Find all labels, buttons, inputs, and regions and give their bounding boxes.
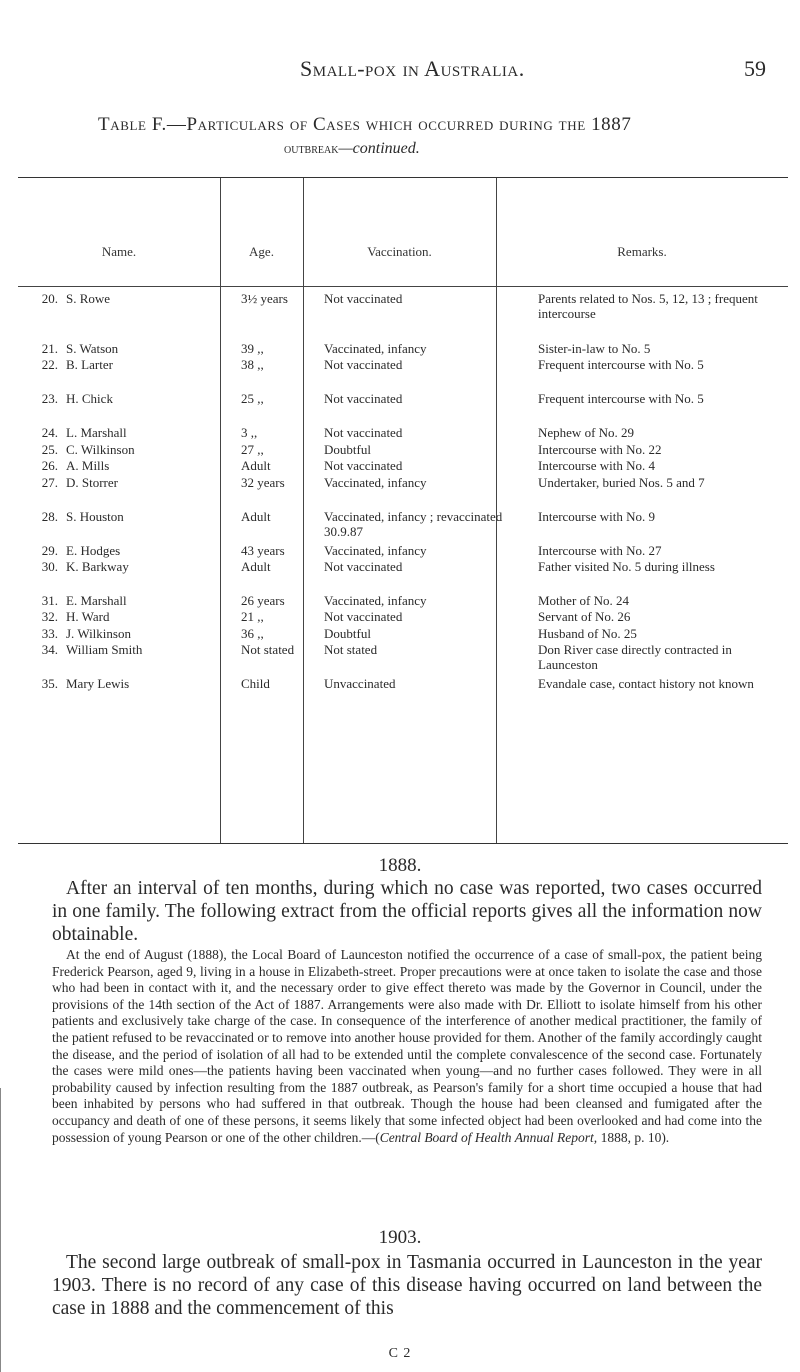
case-number: 33. <box>41 626 58 641</box>
name-cell <box>18 391 233 406</box>
case-number: 21. <box>41 341 58 356</box>
running-head <box>0 54 800 84</box>
name-cell <box>18 559 233 574</box>
age-cell: Child <box>241 676 270 691</box>
patient-name: D. Storrer <box>66 475 118 490</box>
intro-text: After an interval of ten months, during which no case was reported, two cases occurred in one family. The following extract from the official reports gives all the information now obtainable. <box>52 878 762 945</box>
remarks-cell: Intercourse with No. 22 <box>538 442 662 457</box>
vaccination-cell: Not vaccinated <box>324 357 403 372</box>
case-number: 26. <box>41 458 58 473</box>
extract-text: At the end of August (1888), the Local Board of Launceston notified the occurrence of a case of small-pox, the patient being Frederick Pearson, aged 9, living in a house in Elizabeth-street. Proper precautions were at once taken to isolate the case and those who had been in contact with it, and the necessary order to give effect thereto was made by the Governor in Council, under the provisions of the 14th section of the Act of 1887. Arrangements were also made with Dr. Elliott to isolate himself from his other patients and exclusively take charge of the case. In consequence of the interference of another medical practitioner, the family of the patient refused to be revaccinated or to remove into another house provided for them. Another of the family accordingly caught the disease, and the period of isolation of all had to be extended until the complete convalescence of the second case. Fortunately the cases were mild ones—the patients having been vaccinated when young—and no further cases followed. They were in all probability caused by infection resulting from the 1887 outbreak, as Pearson's family for a short time occupied a house that had been inhabited by persons who had suffered in that outbreak. Though the house had been cleansed and fumigated after the occupancy and death of one of these persons, it seems likely that some infected object had been overlooked and had come into the possession of young Pearson or one of the other children.—( <box>52 947 762 1145</box>
case-number: 28. <box>41 509 58 524</box>
age-cell: 32 years <box>241 475 285 490</box>
age-cell: Adult <box>241 559 271 574</box>
patient-name: S. Rowe <box>66 291 111 306</box>
patient-name: B. Larter <box>66 357 113 372</box>
running-title: Small-pox in Australia. <box>300 56 525 81</box>
remarks-cell: Don River case directly contracted in Launceston <box>538 642 732 672</box>
cases-table <box>18 177 788 844</box>
column-header-name: Name. <box>101 244 137 259</box>
vaccination-cell: Not vaccinated <box>324 458 403 473</box>
name-cell <box>18 609 233 624</box>
vaccination-cell: Not vaccinated <box>324 609 403 624</box>
patient-name: H. Chick <box>66 391 113 406</box>
case-number: 23. <box>41 391 58 406</box>
paragraph-1888-intro <box>52 877 762 946</box>
case-number: 34. <box>41 642 58 657</box>
vaccination-cell: Not vaccinated <box>324 559 403 574</box>
remarks-cell: Parents related to Nos. 5, 12, 13 ; frequent intercourse <box>538 291 758 321</box>
patient-name: K. Barkway <box>66 559 129 574</box>
remarks-cell: Sister-in-law to No. 5 <box>538 341 651 356</box>
paragraph-1888-extract <box>52 947 762 1146</box>
name-cell <box>18 543 233 558</box>
year-heading-1903: 1903. <box>378 1227 422 1248</box>
column-header-remarks: Remarks. <box>617 244 667 259</box>
age-cell: 38 ,, <box>241 357 264 372</box>
patient-name: S. Houston <box>66 509 124 524</box>
remarks-cell: Undertaker, buried Nos. 5 and 7 <box>538 475 705 490</box>
header-rule <box>18 286 788 287</box>
vaccination-cell: Vaccinated, infancy ; revaccinated 30.9.87 <box>324 509 503 539</box>
remarks-cell: Evandale case, contact history not known <box>538 676 754 691</box>
remarks-cell: Intercourse with No. 9 <box>538 509 655 524</box>
patient-name: A. Mills <box>66 458 110 473</box>
age-cell: 43 years <box>241 543 285 558</box>
patient-name: E. Marshall <box>66 593 127 608</box>
patient-name: Mary Lewis <box>66 676 130 691</box>
patient-name: H. Ward <box>66 609 110 624</box>
case-number: 20. <box>41 291 58 306</box>
column-header-vaccination: Vaccination. <box>367 244 432 259</box>
column-header-age: Age. <box>249 244 274 259</box>
year-heading-1888: 1888. <box>378 855 422 876</box>
age-cell: 26 years <box>241 593 285 608</box>
page-edge <box>0 1088 1 1372</box>
age-cell: Adult <box>241 509 271 524</box>
remarks-cell: Father visited No. 5 during illness <box>538 559 715 574</box>
name-cell <box>18 458 233 473</box>
caption-continued: —continued. <box>338 140 420 157</box>
citation-title: Central Board of Health Annual Report, <box>379 1129 598 1145</box>
text-1903: The second large outbreak of small-pox in Tasmania occurred in Launceston in the year 1903. There is no record of any case of this disease having occurred on land between the case in 1888 and the commencement of this <box>52 1252 762 1319</box>
age-cell: Not stated <box>241 642 295 657</box>
vaccination-cell: Vaccinated, infancy <box>324 341 427 356</box>
remarks-cell: Frequent intercourse with No. 5 <box>538 357 704 372</box>
age-cell: Adult <box>241 458 271 473</box>
name-cell <box>18 357 233 372</box>
remarks-cell: Intercourse with No. 4 <box>538 458 655 473</box>
age-cell: 25 ,, <box>241 391 264 406</box>
vaccination-cell: Doubtful <box>324 626 371 641</box>
name-cell <box>18 509 233 524</box>
remarks-cell: Husband of No. 25 <box>538 626 637 641</box>
patient-name: William Smith <box>66 642 143 657</box>
patient-name: E. Hodges <box>66 543 121 558</box>
case-number: 30. <box>41 559 58 574</box>
case-number: 24. <box>41 425 58 440</box>
table-caption <box>98 113 758 162</box>
patient-name: J. Wilkinson <box>66 626 131 641</box>
patient-name: C. Wilkinson <box>66 442 135 457</box>
vaccination-cell: Not vaccinated <box>324 291 403 306</box>
citation-page: 1888, p. 10). <box>597 1129 670 1145</box>
vaccination-cell: Doubtful <box>324 442 371 457</box>
age-cell: 27 ,, <box>241 442 264 457</box>
age-cell: 39 ,, <box>241 341 264 356</box>
vaccination-cell: Vaccinated, infancy <box>324 543 427 558</box>
case-number: 22. <box>41 357 58 372</box>
name-cell <box>18 291 233 306</box>
name-cell <box>18 475 233 490</box>
page-number: 59 <box>744 56 766 81</box>
remarks-cell: Intercourse with No. 27 <box>538 543 662 558</box>
caption-line-1: Table F.—Particulars of Cases which occurred during the 1887 <box>98 114 632 135</box>
paragraph-1903 <box>52 1251 762 1320</box>
caption-line-2 <box>98 137 758 162</box>
vaccination-cell: Not vaccinated <box>324 425 403 440</box>
age-cell: 36 ,, <box>241 626 264 641</box>
remarks-cell: Nephew of No. 29 <box>538 425 635 440</box>
vaccination-cell: Unvaccinated <box>324 676 396 691</box>
age-cell: 3½ years <box>241 291 288 306</box>
remarks-cell: Frequent intercourse with No. 5 <box>538 391 704 406</box>
age-cell: 21 ,, <box>241 609 264 624</box>
patient-name: S. Watson <box>66 341 119 356</box>
vaccination-cell: Not vaccinated <box>324 391 403 406</box>
name-cell <box>18 626 233 641</box>
case-number: 29. <box>41 543 58 558</box>
case-number: 27. <box>41 475 58 490</box>
name-cell <box>18 593 233 608</box>
patient-name: L. Marshall <box>66 425 127 440</box>
age-cell: 3 ,, <box>241 425 258 440</box>
signature-mark: C 2 <box>388 1346 412 1361</box>
name-cell <box>18 425 233 440</box>
remarks-cell: Servant of No. 26 <box>538 609 631 624</box>
case-number: 25. <box>41 442 58 457</box>
name-cell <box>18 341 233 356</box>
vaccination-cell: Vaccinated, infancy <box>324 593 427 608</box>
vaccination-cell: Not stated <box>324 642 378 657</box>
name-cell <box>18 676 233 691</box>
remarks-cell: Mother of No. 24 <box>538 593 629 608</box>
caption-outbreak: outbreak <box>284 142 339 157</box>
name-cell <box>18 642 233 657</box>
case-number: 35. <box>41 676 58 691</box>
name-cell <box>18 442 233 457</box>
vaccination-cell: Vaccinated, infancy <box>324 475 427 490</box>
case-number: 32. <box>41 609 58 624</box>
case-number: 31. <box>41 593 58 608</box>
